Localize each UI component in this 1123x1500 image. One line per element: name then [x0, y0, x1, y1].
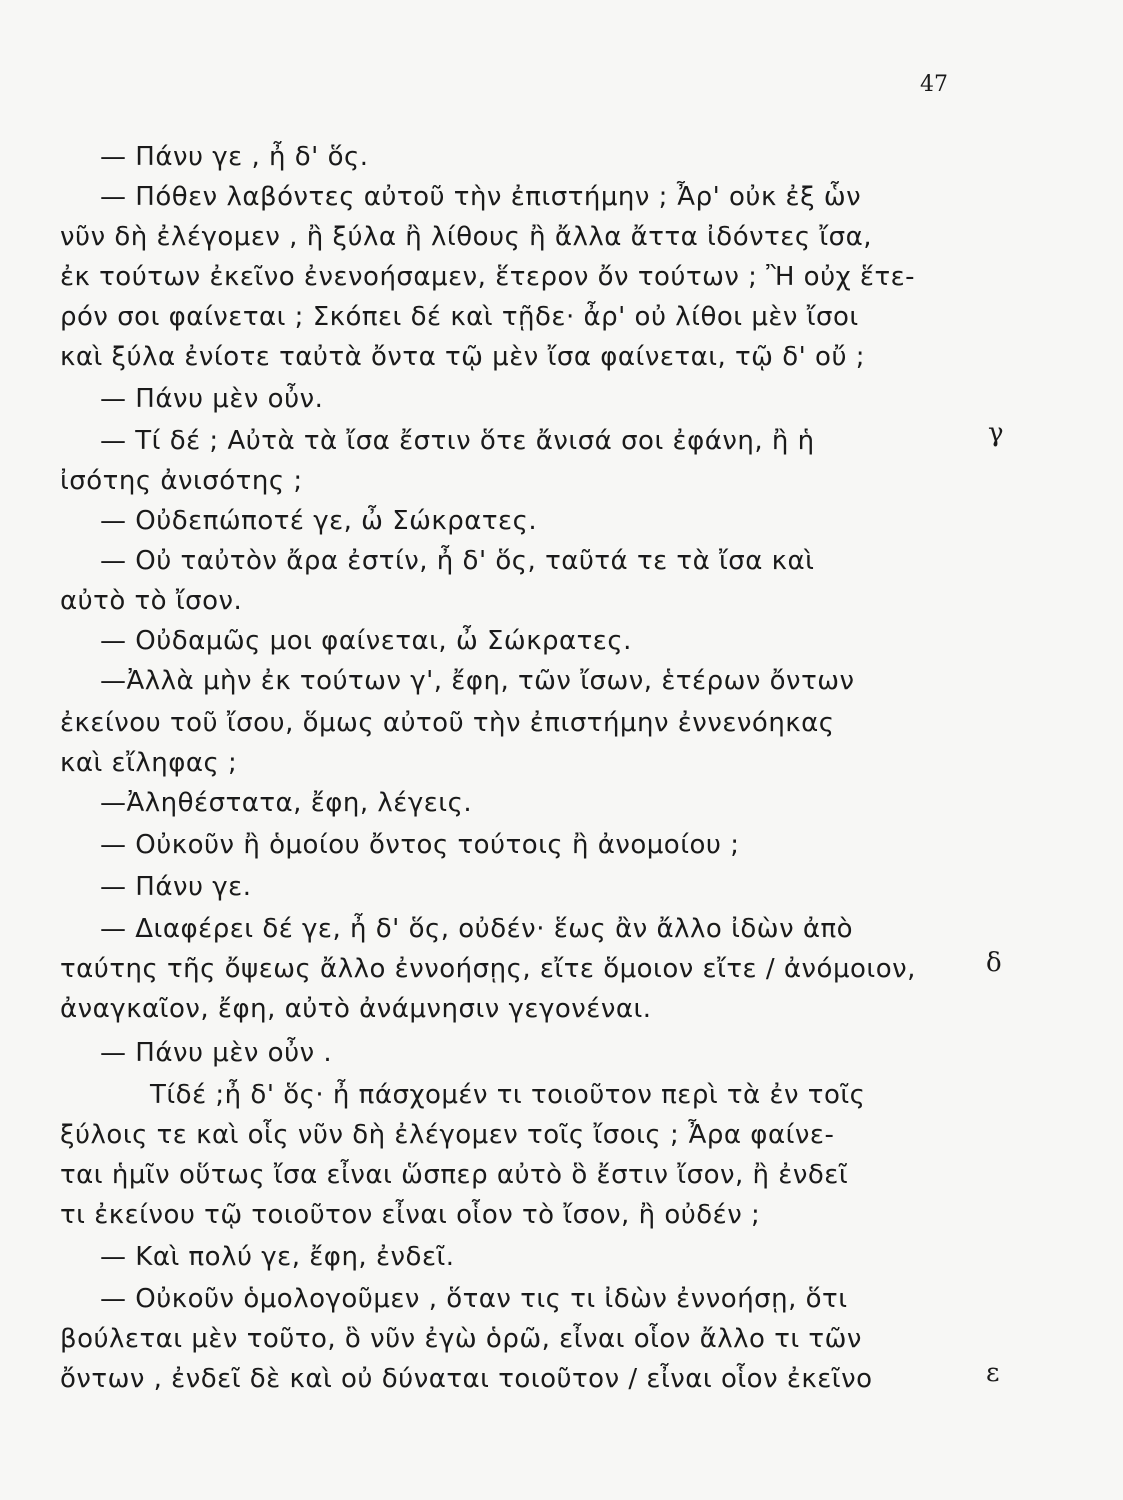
text-line: ταύτης τῆς ὄψεως ἄλλο ἐννοήσῃς, εἴτε ὅμοιον εἴτε / ἀνόμοιον, [60, 954, 916, 984]
text-line: — Πόθεν λαβόντες αὐτοῦ τὴν ἐπιστήμην ; Ἆρ' οὐκ ἐξ ὧν [100, 182, 862, 212]
text-line: — Πάνυ γε. [100, 872, 252, 902]
text-line: — Πάνυ γε , ἦ δ' ὅς. [100, 142, 369, 172]
text-line: — Οὐδεπώποτέ γε, ὦ Σώκρατες. [100, 506, 538, 536]
text-line: — Οὐκοῦν ἢ ὁμοίου ὄντος τούτοις ἢ ἀνομοίου ; [100, 830, 740, 860]
text-line: —Ἀλλὰ μὴν ἐκ τούτων γ', ἔφη, τῶν ἴσων, ἑτέρων ὄντων [100, 666, 855, 696]
text-line: ξύλοις τε καὶ οἷς νῦν δὴ ἐλέγομεν τοῖς ἴσοις ; Ἆρα φαίνε- [60, 1120, 835, 1150]
text-line: τι ἐκείνου τῷ τοιοῦτον εἶναι οἷον τὸ ἴσον, ἢ οὐδέν ; [60, 1200, 761, 1230]
margin-section-marker: ε [986, 1358, 1000, 1388]
text-line: βούλεται μὲν τοῦτο, ὃ νῦν ἐγὼ ὁρῶ, εἶναι οἷον ἄλλο τι τῶν [60, 1324, 862, 1354]
text-line: — Διαφέρει δέ γε, ἦ δ' ὅς, οὐδέν· ἕως ἂν ἄλλο ἰδὼν ἀπὸ [100, 914, 854, 944]
margin-section-marker: δ [986, 948, 1002, 978]
text-line: ρόν σοι φαίνεται ; Σκόπει δέ καὶ τῇδε· ἆρ' οὐ λίθοι μὲν ἴσοι [60, 302, 859, 332]
text-line: — Καὶ πολύ γε, ἔφη, ἐνδεῖ. [100, 1242, 455, 1272]
text-line: — Οὐ ταὐτὸν ἄρα ἐστίν, ἦ δ' ὅς, ταῦτά τε τὰ ἴσα καὶ [100, 546, 815, 576]
text-line: αὐτὸ τὸ ἴσον. [60, 586, 243, 616]
text-line: ἰσότης ἀνισότης ; [60, 466, 303, 496]
text-line: — Οὐδαμῶς μοι φαίνεται, ὦ Σώκρατες. [100, 626, 632, 656]
text-line: ἐκείνου τοῦ ἴσου, ὅμως αὐτοῦ τὴν ἐπιστήμην ἐννενόηκας [60, 708, 835, 738]
text-line: νῦν δὴ ἐλέγομεν , ἢ ξύλα ἢ λίθους ἢ ἄλλα ἄττα ἰδόντες ἴσα, [60, 222, 873, 252]
text-line: ἐκ τούτων ἐκεῖνο ἐνενοήσαμεν, ἕτερον ὄν τούτων ; Ἢ οὐχ ἕτε- [60, 262, 916, 292]
page-number: 47 [920, 72, 948, 97]
text-line: καὶ εἴληφας ; [60, 748, 238, 778]
text-line: ται ἡμῖν οὕτως ἴσα εἶναι ὥσπερ αὐτὸ ὃ ἔστιν ἴσον, ἢ ἐνδεῖ [60, 1160, 849, 1190]
text-line: — Τί δέ ; Αὐτὰ τὰ ἴσα ἔστιν ὅτε ἄνισά σοι ἐφάνη, ἢ ἡ [100, 426, 815, 456]
text-line: — Πάνυ μὲν οὖν . [100, 1038, 333, 1068]
text-line: καὶ ξύλα ἐνίοτε ταὐτὰ ὄντα τῷ μὲν ἴσα φαίνεται, τῷ δ' οὔ ; [60, 342, 866, 372]
text-line: — Πάνυ μὲν οὖν. [100, 384, 324, 414]
text-line: —Ἀληθέστατα, ἔφη, λέγεις. [100, 788, 473, 818]
text-line: ἀναγκαῖον, ἔφη, αὐτὸ ἀνάμνησιν γεγονέναι. [60, 994, 652, 1024]
text-line: Τίδέ ;ἦ δ' ὅς· ἦ πάσχομέν τι τοιοῦτον περὶ τὰ ἐν τοῖς [150, 1080, 866, 1110]
margin-section-marker: γ [988, 418, 1004, 448]
text-line: ὄντων , ἐνδεῖ δὲ καὶ οὐ δύναται τοιοῦτον / εἶναι οἷον ἐκεῖνο [60, 1364, 873, 1394]
text-line: — Οὐκοῦν ὁμολογοῦμεν , ὅταν τις τι ἰδὼν ἐννοήσῃ, ὅτι [100, 1284, 848, 1314]
